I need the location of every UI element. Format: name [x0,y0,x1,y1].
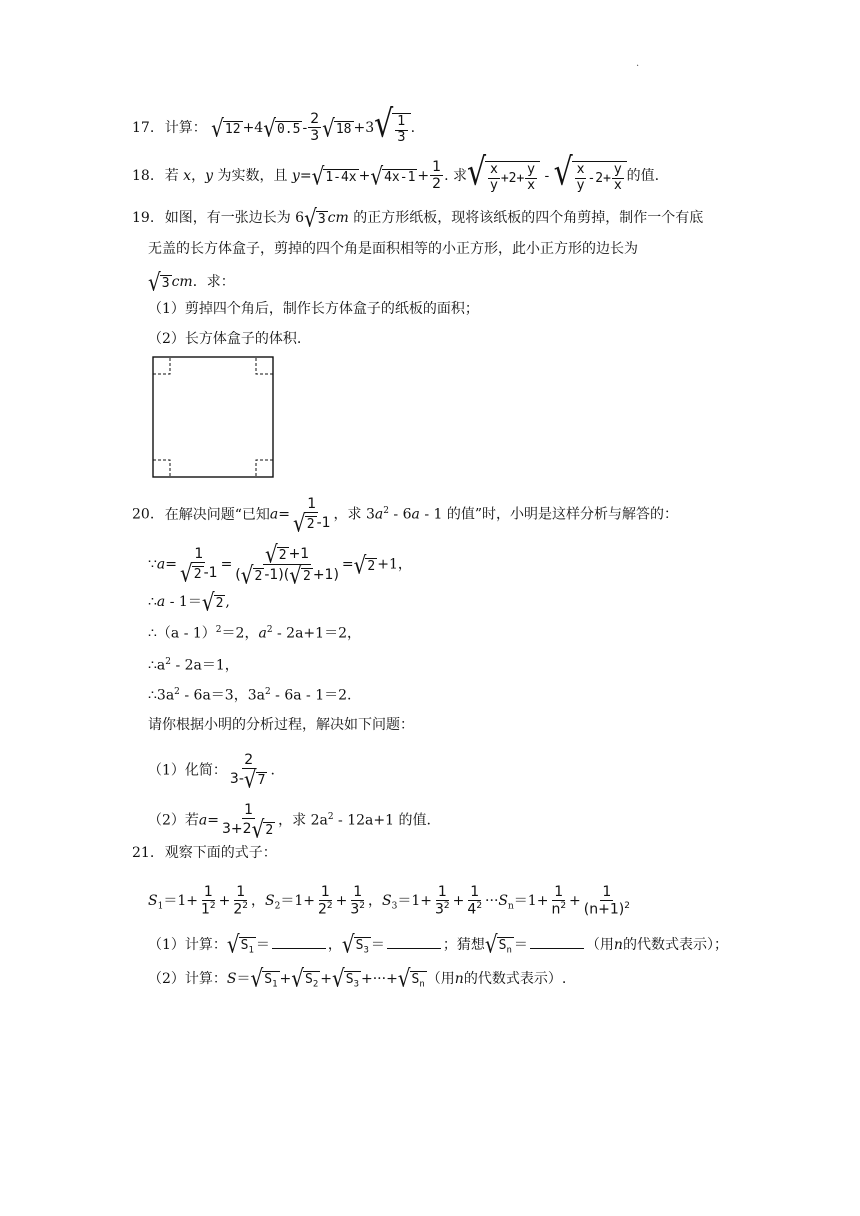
q21-frac-6: $\frac{1}{4^2}$ [467,884,483,918]
q20-s1-fraction-2: √ 2 +1 ( √ 2 -1)( √ 2 +1) [235,539,339,590]
q19-text-3c: ．求： [192,274,235,290]
q20-eq: = [278,506,290,523]
q20-s1-a: a [156,556,166,573]
q21-frac-5: $\frac{1}{3^2}$ [435,884,450,918]
q17-number: 17. [132,119,155,136]
q20-s1-fraction-1: 1 √ 2 -1 [180,545,218,588]
q18-eq: = [299,167,312,184]
q20-s3-sup: 2 [215,625,222,635]
q17-root-1-3: √ $\frac{1}{3}$ [374,110,410,146]
q20-step-1 [148,539,412,590]
q20-p1-label: （1）化简： [148,762,227,779]
q17-coef-4: +4 [242,119,264,136]
q20-prompt-text: 请你根据小明的分析过程，解决如下问题： [148,717,414,733]
q19-text-1c: 的正方形纸板，现将该纸板的四个角剪掉，制作一个有底 [348,210,704,226]
q20-prompt [148,718,414,732]
q20-text-1c: - 6 [388,506,412,523]
q19-root-3a: √ 3 [304,203,326,233]
q20-s3-c: a [258,625,267,642]
question-17 [132,102,416,147]
q21-p2-plus-1: + [279,970,292,987]
q21-part-1 [148,929,728,959]
q19-unit-1: cm [327,210,349,226]
q21-series-line: $S_1=1+$ $\frac{1}{1^2}$ + $\frac{1}{2^2}$ ，$S_2=1+$ $\frac{1}{2^2}$ + $\frac{1}{3^2}$ ，$S_3=1+$ $\frac{1}{3^2}$ + $\frac{1}{4^2}$ $\cdot\cdot\cdot S_n=1+$ $\frac{1}{n^2}$ + $\frac{1}{(n+1)^2}$ [148,884,630,918]
q17-label: 计算： [164,119,207,136]
q21-blank-2[interactable] [387,938,441,949]
q21-s2-sub: 2 [274,901,281,912]
q18-root-2: √ 4x-1 [370,161,416,191]
q21-title-text: 观察下面的式子： [164,845,277,861]
q20-text-1a: 在解决问题“已知 [164,506,270,523]
q19-number: 19. [132,210,155,226]
q20-text-1d: - 1 的值”时，小明是这样分析与解答的： [419,506,679,523]
q20-therefore-2: ∴ [148,594,157,610]
q20-s1-eq2: = [220,556,233,573]
q20-number: 20. [132,506,155,523]
q18-var-y2: y [291,167,300,184]
q21-sn: S [498,892,508,909]
q18-minus: - [540,167,554,184]
q18-text-3: . 求 [444,167,467,184]
q21-p2-f: 的代数式表示）. [463,970,567,987]
q20-p2-label: （2）若 [148,812,199,829]
q20-s1-root: √ 2 [353,550,376,579]
q17-end: . [410,119,416,136]
q21-number: 21. [132,845,155,861]
q20-sup-2: 2 [383,505,389,516]
q20-s3-b: ＝2， [221,625,259,642]
q21-frac-2: $\frac{1}{2^2}$ [233,884,249,918]
q20-s2-a: a [156,594,166,610]
q21-s3: S [382,892,392,909]
q21-s1: S [148,892,158,909]
q20-p2-sup: 2 [327,811,334,822]
q20-s1-end: +1， [377,556,412,573]
q20-p2-b: ，求 2a [278,812,328,829]
q21-p2-plus-3: +···+ [360,970,398,987]
q18-comma: ， [191,167,206,184]
q20-p2-a: a [198,812,208,829]
q20-given-fraction: 1 √ 2 -1 [292,496,331,538]
question-19-line-1 [132,203,704,233]
q21-p2-root-3: √ $S_3$ [331,963,359,993]
square-cardboard-figure [152,356,276,480]
q19-part-2 [148,332,301,346]
q19-root-3b: √ 3 [148,267,170,297]
question-19-line-3 [148,267,235,297]
q21-sn-sub: n [508,901,514,912]
q20-s5-a: ∴3a [148,687,175,704]
q21-s3-eq: ＝1+ [397,892,432,909]
q17-root-05: √ 0.5 [263,113,301,143]
q19-text-2: 无盖的长方体盒子，剪掉的四个角是面积相等的小正方形，此小正方形的边长为 [148,241,638,257]
question-18 [132,150,660,195]
q17-coef-3: +3 [353,119,375,136]
q20-s2-b: - 1＝ [165,594,202,610]
q21-comma-2: ， [368,892,383,909]
q20-s5-sup2: 2 [264,687,271,697]
q21-comma-1: ， [251,892,266,909]
q21-p2-e: （用 [426,970,455,987]
q18-text-1: 若 [164,167,179,184]
q20-p2-eq: = [207,812,220,829]
q20-step-2 [148,587,230,617]
q21-p1-e: （用 [585,936,614,953]
q21-frac-7: $\frac{1}{n^2}$ [551,884,567,918]
header-dot: . [636,58,640,69]
q20-s3-sup2: 2 [266,625,273,635]
q21-p1-root-sn: √ $S_n$ [484,929,512,959]
q20-s5-b: - 6a＝3，3a [179,687,265,704]
q20-var-a3: a [411,506,420,523]
q21-p2-eq: ＝ [236,970,251,987]
question-20-line-1 [132,496,679,538]
q17-root-12: √ 12 [211,113,241,143]
q20-var-a: a [269,506,279,523]
q21-p1-label: （1）计算： [148,936,227,953]
q18-plus-2: + [417,167,430,184]
q19-part-1-text: （1）剪掉四个角后，制作长方体盒子的纸板的面积； [148,301,479,317]
q20-part-1 [148,752,275,794]
q20-s1-eq: = [165,556,178,573]
q21-p1-root-s3: √ $S_3$ [341,929,369,959]
q19-unit-2: cm [171,274,193,290]
q21-s3-sub: 3 [391,901,398,912]
q21-s2: S [265,892,275,909]
q18-plus-1: + [358,167,371,184]
q20-s5-sup: 2 [174,687,180,697]
q18-fraction-half: $\frac{1}{2}$ [432,159,442,193]
q21-s2-eq: ＝1+ [280,892,315,909]
q21-s1-sub: 1 [157,901,164,912]
q20-s2-end: , [225,594,230,610]
q17-minus: - [302,119,308,136]
q21-frac-8: $\frac{1}{(n+1)^2}$ [583,884,630,918]
q18-var-x: x [183,167,192,184]
q21-p2-s: S [226,970,237,987]
q21-p1-eq: ＝ [255,936,270,953]
q21-p1-eq2: ＝ [370,936,385,953]
q20-s1-eq3: = [341,556,354,573]
q21-p1-root-s1: √ $S_1$ [226,929,254,959]
q20-s4-sup: 2 [165,657,171,667]
q20-step-3 [148,626,361,641]
q17-fraction-2-3: $\frac{2}{3}$ [310,111,320,145]
q21-p1-f: 的代数式表示）； [622,936,728,953]
q21-frac-4: $\frac{1}{3^2}$ [350,884,366,918]
q20-p1-end: . [270,762,275,779]
q20-because: ∵ [148,556,157,573]
q20-p2-c: - 12a+1 的值. [333,812,431,829]
q17-root-18: √ 18 [322,113,352,143]
q21-p1-comma: ， [327,936,342,953]
q19-text-1a: 如图，有一张边长为 6 [164,210,305,226]
q20-s3-d: - 2a+1＝2， [272,625,361,642]
q21-part-2 [148,963,567,993]
q20-p2-fraction: 1 3+2 √ 2 [222,802,274,844]
q20-s4-a: ∴a [148,657,166,674]
q20-s3-a: ∴（a - 1） [148,625,216,642]
q20-s2-root: √ 2 [201,587,224,617]
q21-p1-n: n [613,936,623,953]
q20-s5-c: - 6a - 1＝2. [270,687,352,704]
q19-part-1 [148,302,479,316]
q21-sn-eq: ＝1+ [513,892,549,909]
q21-frac-3: $\frac{1}{2^2}$ [317,884,333,918]
q18-number: 18. [132,167,155,184]
q18-var-y: y [205,167,213,184]
q21-p1-guess: ；猜想 [442,936,485,953]
q21-s1-eq: ＝1+ [163,892,198,909]
q20-part-2 [148,802,431,844]
q18-root-a: √ $\frac{x}{y}$ +2+ $\frac{y}{x}$ [467,158,540,194]
q20-s4-b: - 2a＝1， [171,657,239,674]
q20-step-4 [148,658,239,673]
q21-p2-root-n: √ $S_n$ [397,963,425,993]
q21-frac-1: $\frac{1}{1^2}$ [200,884,216,918]
q21-blank-1[interactable] [272,938,326,949]
q20-text-1b: ，求 3 [333,506,375,523]
q18-end: 的值. [626,167,660,184]
q19-part-2-text: （2）长方体盒子的体积. [148,331,302,347]
q18-root-1: √ 1-4x [311,161,357,191]
q18-text-2: 为实数，且 [217,167,288,184]
q21-p2-n: n [454,970,464,987]
q21-p2-root-2: √ $S_2$ [291,963,319,993]
q20-step-5 [148,688,351,703]
question-21-title [132,846,277,860]
q21-p2-plus-2: + [320,970,332,987]
q20-var-a2: a [374,506,384,523]
q21-p1-eq3: ＝ [513,936,528,953]
q20-p1-fraction: 2 3- √ 7 [229,752,266,794]
q21-blank-3[interactable] [530,938,584,949]
q21-dots: ··· [485,892,499,909]
question-19-line-2 [148,242,638,256]
q18-root-b: √ $\frac{x}{y}$ -2+ $\frac{y}{x}$ [554,158,627,194]
q21-p2-label: （2）计算： [148,970,227,987]
q21-p2-root-1: √ $S_1$ [250,963,278,993]
